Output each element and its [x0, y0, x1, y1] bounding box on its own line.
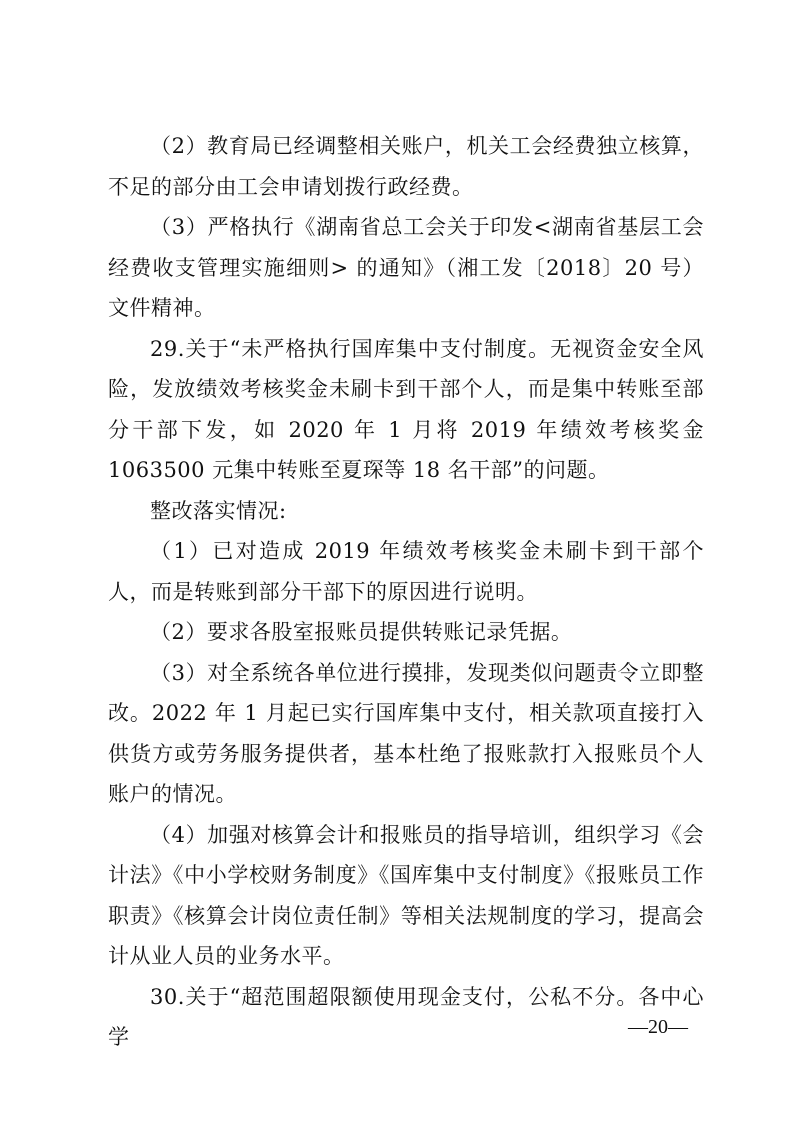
paragraph-explain-reason: （1）已对造成 2019 年绩效考核奖金未刷卡到干部个人，而是转账到部分干部下的原因进行说明。 — [108, 539, 704, 604]
paragraph-item-30: 30.关于“超范围超限额使用现金支付，公私不分。各中心学 — [108, 984, 704, 1049]
paragraph-implement-notice: （3）严格执行《湖南省总工会关于印发<湖南省基层工会经费收支管理实施细则> 的通知》（湘工发〔2018〕20 号）文件精神。 — [108, 215, 704, 320]
page-number: —20— — [628, 1016, 688, 1038]
paragraph-transfer-records: （2）要求各股室报账员提供转账记录凭据。 — [150, 620, 573, 644]
paragraph-training: （4）加强对核算会计和报账员的指导培训，组织学习《会计法》《中小学校财务制度》《国库集中支付制度》《报账员工作职责》《核算会计岗位责任制》等相关法规制度的学习，提高会计从业人员的业务水平。 — [108, 822, 704, 968]
paragraph-system-check: （3）对全系统各单位进行摸排，发现类似问题责令立即整改。2022 年 1 月起已实行国库集中支付，相关款项直接打入供货方或劳务服务提供者，基本杜绝了报账款打入报账员个人账户的情况。 — [108, 660, 704, 806]
paragraph-adjust-accounts: （2）教育局已经调整相关账户，机关工会经费独立核算，不足的部分由工会申请划拨行政经费。 — [108, 134, 704, 199]
paragraph-item-29: 29.关于“未严格执行国库集中支付制度。无视资金安全风险，发放绩效考核奖金未刷卡到干部个人，而是集中转账至部分干部下发，如 2020 年 1 月将 2019 年绩效考核奖金 1063500 元集中转账至夏琛等 18 名干部”的问题。 — [108, 336, 704, 482]
paragraph-rectification-heading: 整改落实情况: — [150, 498, 287, 523]
document-body — [108, 126, 704, 1058]
